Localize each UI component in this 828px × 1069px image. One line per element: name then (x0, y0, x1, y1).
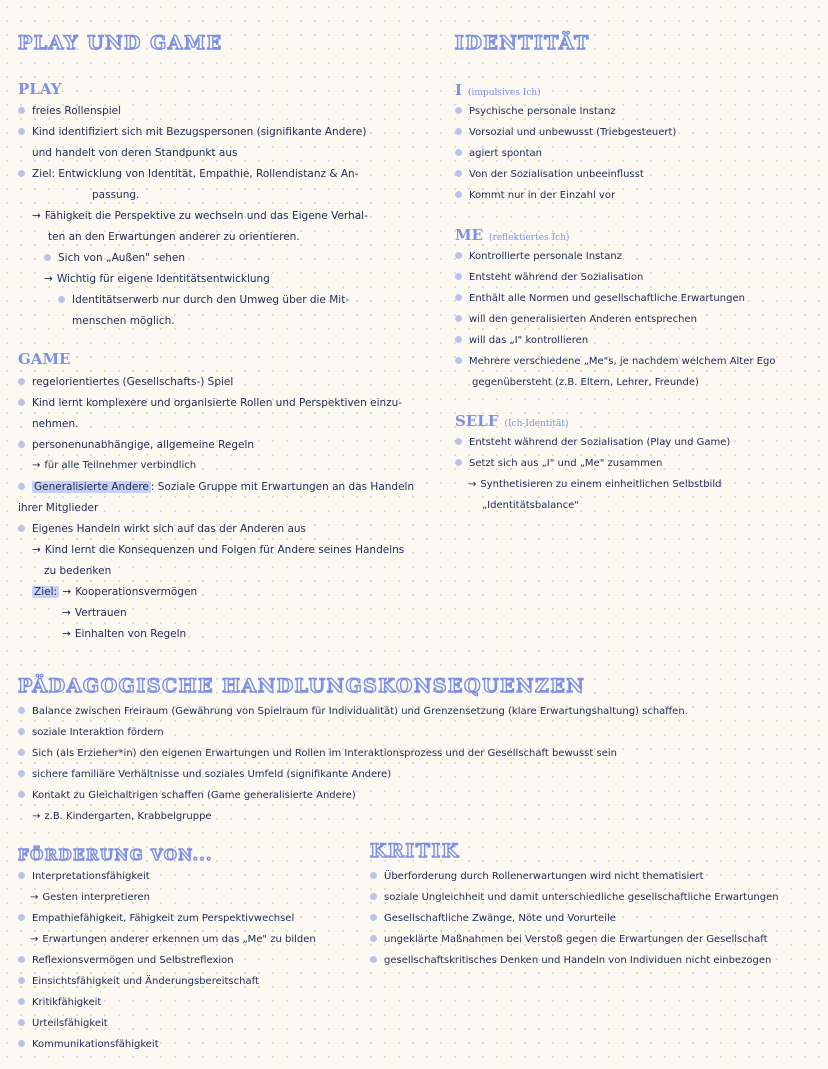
bullet-dot (18, 441, 25, 448)
bullet-dot (18, 525, 25, 532)
list-item: → Einhalten von Regeln (62, 628, 187, 640)
bullet-dot (455, 357, 462, 364)
list-item-continued: ten an den Erwartungen anderer zu orientieren. (48, 231, 300, 243)
self-heading: SELF (Ich-Identität) (455, 412, 569, 430)
list-item: Balance zwischen Freiraum (Gewährung von Spielraum für Individualität) und Grenzensetzung (klare Erwartungshaltung) schaffen. (18, 705, 688, 719)
list-item-continued: „Identitätsbalance" (482, 500, 579, 511)
list-item: agiert spontan (455, 147, 542, 161)
list-item: → Synthetisieren zu einem einheitlichen Selbstbild (468, 479, 722, 490)
arrow-right-icon: → (62, 586, 72, 598)
arrow-right-icon: → (468, 479, 477, 490)
list-item: Vorsozial und unbewusst (Triebgesteuert) (455, 126, 676, 140)
arrow-right-icon: → (62, 607, 71, 619)
list-item: Setzt sich aus „I" und „Me" zusammen (455, 457, 662, 471)
bullet-dot (18, 128, 25, 135)
list-item: soziale Interaktion fördern (18, 726, 164, 740)
bullet-dot (18, 107, 25, 114)
list-item: Sich von „Außen" sehen (44, 251, 185, 265)
play-und-game-title: PLAY UND GAME (18, 32, 223, 54)
game-heading: GAME (18, 350, 71, 368)
list-item: Kind identifiziert sich mit Bezugspersonen (signifikante Andere) (18, 125, 366, 139)
arrow-right-icon: → (62, 628, 71, 640)
list-item: → für alle Teilnehmer verbindlich (32, 460, 197, 471)
list-item-continued: nehmen. (32, 418, 79, 430)
bullet-dot (370, 914, 377, 921)
arrow-right-icon: → (32, 460, 41, 471)
bullet-dot (455, 191, 462, 198)
bullet-dot (18, 707, 25, 714)
list-item: Von der Sozialisation unbeeinflusst (455, 168, 644, 182)
bullet-dot (455, 128, 462, 135)
list-item: will das „I" kontrollieren (455, 334, 588, 348)
me-note: (reflektiertes Ich) (489, 233, 570, 243)
paed-title: PÄDAGOGISCHE HANDLUNGSKONSEQUENZEN (18, 675, 586, 697)
list-item: Einsichtsfähigkeit und Änderungsbereitschaft (18, 975, 259, 989)
list-item: → z.B. Kindergarten, Krabbelgruppe (32, 811, 212, 822)
list-item: Gesellschaftliche Zwänge, Nöte und Vorurteile (370, 912, 616, 926)
arrow-right-icon: → (32, 811, 41, 822)
arrow-right-icon: → (32, 210, 41, 222)
kritik-title: KRITIK (370, 840, 460, 862)
list-item: Generalisierte Andere : Soziale Gruppe mit Erwartungen an das Handeln (18, 480, 414, 494)
bullet-dot (455, 438, 462, 445)
bullet-dot (455, 170, 462, 177)
arrow-right-icon: → (32, 544, 41, 556)
list-item: Kommunikationsfähigkeit (18, 1038, 159, 1052)
list-item-continued: gegenübersteht (z.B. Eltern, Lehrer, Freunde) (472, 377, 699, 388)
bullet-dot (44, 254, 51, 261)
list-item: sichere familiäre Verhältnisse und soziales Umfeld (signifikante Andere) (18, 768, 391, 782)
bullet-dot (18, 998, 25, 1005)
list-item: personenunabhängige, allgemeine Regeln (18, 438, 254, 452)
bullet-dot (18, 170, 25, 177)
list-item: freies Rollenspiel (18, 104, 121, 118)
play-heading: PLAY (18, 80, 62, 98)
list-item: Empathiefähigkeit, Fähigkeit zum Perspektivwechsel (18, 912, 294, 926)
list-item: Kontrollierte personale Instanz (455, 250, 622, 264)
bullet-dot (18, 728, 25, 735)
bullet-dot (18, 770, 25, 777)
list-item: → Vertrauen (62, 607, 127, 619)
list-item: Entsteht während der Sozialisation (455, 271, 643, 285)
identitaet-title: IDENTITÄT (455, 32, 590, 54)
list-item-continued: menschen möglich. (72, 315, 175, 327)
self-note: (Ich-Identität) (504, 419, 569, 429)
i-heading: I (impulsives Ich) (455, 81, 541, 99)
i-note: (impulsives Ich) (468, 88, 541, 98)
bullet-dot (455, 315, 462, 322)
bullet-dot (18, 791, 25, 798)
bullet-dot (455, 107, 462, 114)
list-item: Identitätserwerb nur durch den Umweg über die Mit- (58, 293, 349, 307)
list-item: Kontakt zu Gleichaltrigen schaffen (Game generalisierte Andere) (18, 789, 356, 803)
ziel-label: Ziel: (34, 586, 58, 598)
list-item: soziale Ungleichheit und damit unterschiedliche gesellschaftliche Erwartungen (370, 891, 779, 905)
list-item: gesellschaftskritisches Denken und Handeln von Individuen nicht einbezogen (370, 954, 771, 968)
me-heading: ME (reflektiertes Ich) (455, 226, 570, 244)
list-item: Psychische personale Instanz (455, 105, 616, 119)
arrow-right-icon: → (44, 273, 53, 285)
list-item: Interpretationsfähigkeit (18, 870, 150, 884)
list-item: → Wichtig für eigene Identitätsentwicklung (44, 273, 270, 285)
bullet-dot (455, 459, 462, 466)
arrow-right-icon: → (30, 892, 39, 903)
bullet-dot (455, 273, 462, 280)
list-item: → Erwartungen anderer erkennen um das „Me" zu bilden (30, 934, 316, 945)
list-item: Urteilsfähigkeit (18, 1017, 108, 1031)
list-item-continued: passung. (92, 189, 140, 201)
list-item: Mehrere verschiedene „Me"s, je nachdem welchem Alter Ego (455, 355, 775, 369)
list-item: → Fähigkeit die Perspektive zu wechseln und das Eigene Verhal- (32, 210, 368, 222)
list-item: Kommt nur in der Einzahl vor (455, 189, 615, 203)
bullet-dot (455, 336, 462, 343)
bullet-dot (370, 956, 377, 963)
bullet-dot (18, 914, 25, 921)
list-item-continued: und handelt von deren Standpunkt aus (32, 147, 238, 159)
highlighted-term: Generalisierte Andere (34, 481, 149, 493)
bullet-dot (18, 872, 25, 879)
list-item-continued: zu bedenken (44, 565, 112, 577)
list-item: Reflexionsvermögen und Selbstreflexion (18, 954, 234, 968)
list-item: regelorientiertes (Gesellschafts-) Spiel (18, 375, 233, 389)
list-item: Entsteht während der Sozialisation (Play und Game) (455, 436, 730, 450)
bullet-dot (18, 483, 25, 490)
bullet-dot (455, 149, 462, 156)
bullet-dot (18, 378, 25, 385)
list-item: will den generalisierten Anderen entsprechen (455, 313, 697, 327)
list-item-continued: ihrer Mitglieder (18, 502, 99, 514)
bullet-dot (370, 893, 377, 900)
bullet-dot (18, 956, 25, 963)
list-item: Ziel: → Kooperationsvermögen (34, 586, 198, 598)
bullet-dot (18, 977, 25, 984)
list-item: → Kind lernt die Konsequenzen und Folgen für Andere seines Handelns (32, 544, 405, 556)
list-item: Enthält alle Normen und gesellschaftliche Erwartungen (455, 292, 745, 306)
list-item: Sich (als Erzieher*in) den eigenen Erwartungen und Rollen im Interaktionsprozess und der Gesellschaft bewusst sein (18, 747, 617, 761)
bullet-dot (370, 872, 377, 879)
list-item: Ziel: Entwicklung von Identität, Empathie, Rollendistanz & An- (18, 167, 358, 181)
bullet-dot (18, 1019, 25, 1026)
list-item: Kritikfähigkeit (18, 996, 101, 1010)
bullet-dot (18, 1040, 25, 1047)
arrow-right-icon: → (30, 934, 39, 945)
list-item: → Gesten interpretieren (30, 892, 151, 903)
foerderung-title: FÖRDERUNG VON... (18, 846, 213, 864)
list-item: Kind lernt komplexere und organisierte Rollen und Perspektiven einzu- (18, 396, 402, 410)
bullet-dot (370, 935, 377, 942)
list-item: ungeklärte Maßnahmen bei Verstoß gegen die Erwartungen der Gesellschaft (370, 933, 768, 947)
bullet-dot (455, 252, 462, 259)
bullet-dot (455, 294, 462, 301)
list-item: Überforderung durch Rollenerwartungen wird nicht thematisiert (370, 870, 704, 884)
bullet-dot (58, 296, 65, 303)
bullet-dot (18, 399, 25, 406)
list-item: Eigenes Handeln wirkt sich auf das der Anderen aus (18, 522, 306, 536)
bullet-dot (18, 749, 25, 756)
